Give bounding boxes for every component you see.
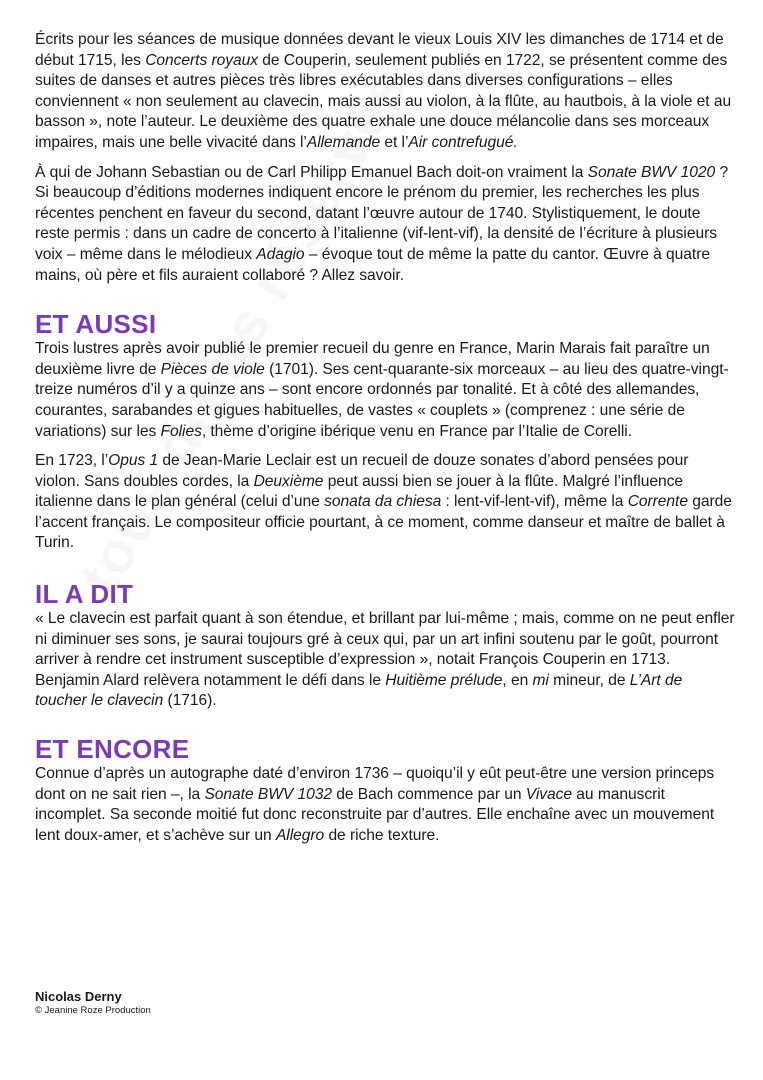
- text-run: mineur, de: [548, 671, 630, 689]
- italic-text: Concerts royaux: [145, 51, 258, 69]
- text-run: (1701). Ses cent-quarante-six morceaux – au lieu des quatre-vingt-treize numéros d’il y a quinze ans – sont encore ordonnés par tonalité. Et à côté des allemandes, courantes, sarabandes et gigues habituelles, de vastes « couplets » (comprenez : une série de variations) sur les: [35, 360, 729, 440]
- text-run: , thème d’origine ibérique venu en France par l’Italie de Corelli.: [201, 422, 632, 440]
- article-body: [35, 30, 735, 855]
- et-aussi-paragraph-1: [35, 339, 735, 442]
- author-name: Nicolas Derny: [35, 989, 122, 1004]
- italic-text: L’Art de toucher le clavecin: [35, 671, 683, 710]
- text-run: (1716).: [163, 692, 217, 710]
- text-run: de Jean-Marie Leclair est un recueil de douze sonates d’abord pensées pour violon. Sans doubles cordes, la: [35, 452, 689, 490]
- text-run: peut aussi bien se jouer à la flûte. Malgré l’influence italienne dans le plan général (celui d’une: [35, 472, 683, 511]
- text-run: garde l’accent français. Le compositeur officie pourtant, à ce moment, comme danseur et maître de ballet à Turin.: [35, 493, 732, 552]
- italic-text: Air contrefugué.: [408, 133, 518, 151]
- italic-text: Sonate BWV 1032: [204, 785, 332, 803]
- text-run: « Le clavecin est parfait quant à son étendue, et brillant par lui-même ; mais, comme on ne peut enfler ni diminuer ses sons, je saurai toujours gré à ceux qui, par un art infini soutenu par le goût, pourront arriver à rendre cet instrument susceptible d’expression », notait François Couperin en 1713. Benjamin Alard relèvera notamment le défi dans le: [35, 610, 735, 689]
- italic-text: Pièces de viole: [160, 360, 265, 378]
- text-run: En 1723, l’: [35, 452, 109, 470]
- et-encore-paragraph: [35, 764, 735, 846]
- italic-text: Adagio: [256, 245, 305, 263]
- section-et-aussi: [35, 309, 735, 554]
- heading-et-encore: ET ENCORE: [35, 734, 190, 765]
- text-run: – évoque tout de même la patte du cantor. Œuvre à quatre mains, où père et fils auraient collaboré ? Allez savoir.: [35, 245, 710, 284]
- heading-il-a-dit: IL A DIT: [35, 579, 134, 610]
- text-run: et l’: [380, 133, 409, 151]
- intro-paragraph-1: [35, 30, 735, 154]
- il-a-dit-paragraph: [35, 609, 735, 712]
- section-et-encore: [35, 734, 735, 846]
- text-run: ? Si beaucoup d’éditions modernes indiquent encore le prénom du premier, les recherches les plus récentes penchent en faveur du second, datant l’œuvre autour de 1740. Stylistiquement, le doute reste permis : dans un cadre de concerto à l’italienne (vif-lent-vif), la densité de l’écriture à plusieurs voix – même dans le mélodieux: [35, 163, 729, 263]
- italic-text: Deuxième: [253, 472, 324, 490]
- italic-text: Vivace: [525, 785, 573, 803]
- italic-text: Opus 1: [108, 452, 159, 470]
- text-run: Trois lustres après avoir publié le premier recueil du genre en France, Marin Marais fait paraître un deuxième livre de: [35, 340, 710, 378]
- text-run: au manuscrit incomplet. Sa seconde moitié fut donc reconstruite par d’autres. Elle enchaîne avec un mouvement lent doux-amer, et s’achève sur un: [35, 785, 715, 844]
- text-run: de Bach commence par un: [332, 785, 526, 803]
- text-run: À qui de Johann Sebastian ou de Carl Philipp Emanuel Bach doit-on vraiment la: [35, 163, 588, 181]
- section-il-a-dit: [35, 579, 735, 712]
- text-run: , en: [502, 671, 533, 689]
- author-block: [35, 989, 151, 1017]
- et-aussi-paragraph-2: [35, 451, 735, 554]
- italic-text: Sonate BWV 1020: [587, 163, 716, 181]
- italic-text: Huitième prélude: [385, 671, 503, 689]
- text-run: de riche texture.: [324, 826, 440, 844]
- italic-text: Allemande: [306, 133, 381, 151]
- photo-credit: © Jeanine Roze Production: [35, 1005, 151, 1016]
- italic-text: mi: [532, 671, 549, 689]
- italic-text: Corrente: [627, 493, 688, 511]
- text-run: de Couperin, seulement publiés en 1722, se présentent comme des suites de danses et autres pièces très libres exécutables dans diverses configurations – elles conviennent « non seulement au clavecin, mais aussi au violon, à la flûte, au hautbois, à la viole et au basson », note l’auteur. Le deuxième des quatre exhale une douce mélancolie dans ses morceaux impaires, mais une belle vivacité dans l’: [35, 51, 732, 151]
- intro-paragraph-2: [35, 163, 735, 287]
- italic-text: sonata da chiesa: [324, 493, 442, 511]
- italic-text: Allegro: [275, 826, 325, 844]
- text-run: : lent-vif-lent-vif), même la: [441, 493, 628, 511]
- text-run: Connue d’après un autographe daté d’environ 1736 – quoiqu’il y eût peut-être une version princeps dont on ne sait rien –, la: [35, 765, 715, 803]
- text-run: Écrits pour les séances de musique données devant le vieux Louis XIV les dimanches de 1714 et de début 1715, les: [35, 31, 724, 69]
- heading-et-aussi: ET AUSSI: [35, 309, 157, 340]
- italic-text: Folies: [160, 422, 202, 440]
